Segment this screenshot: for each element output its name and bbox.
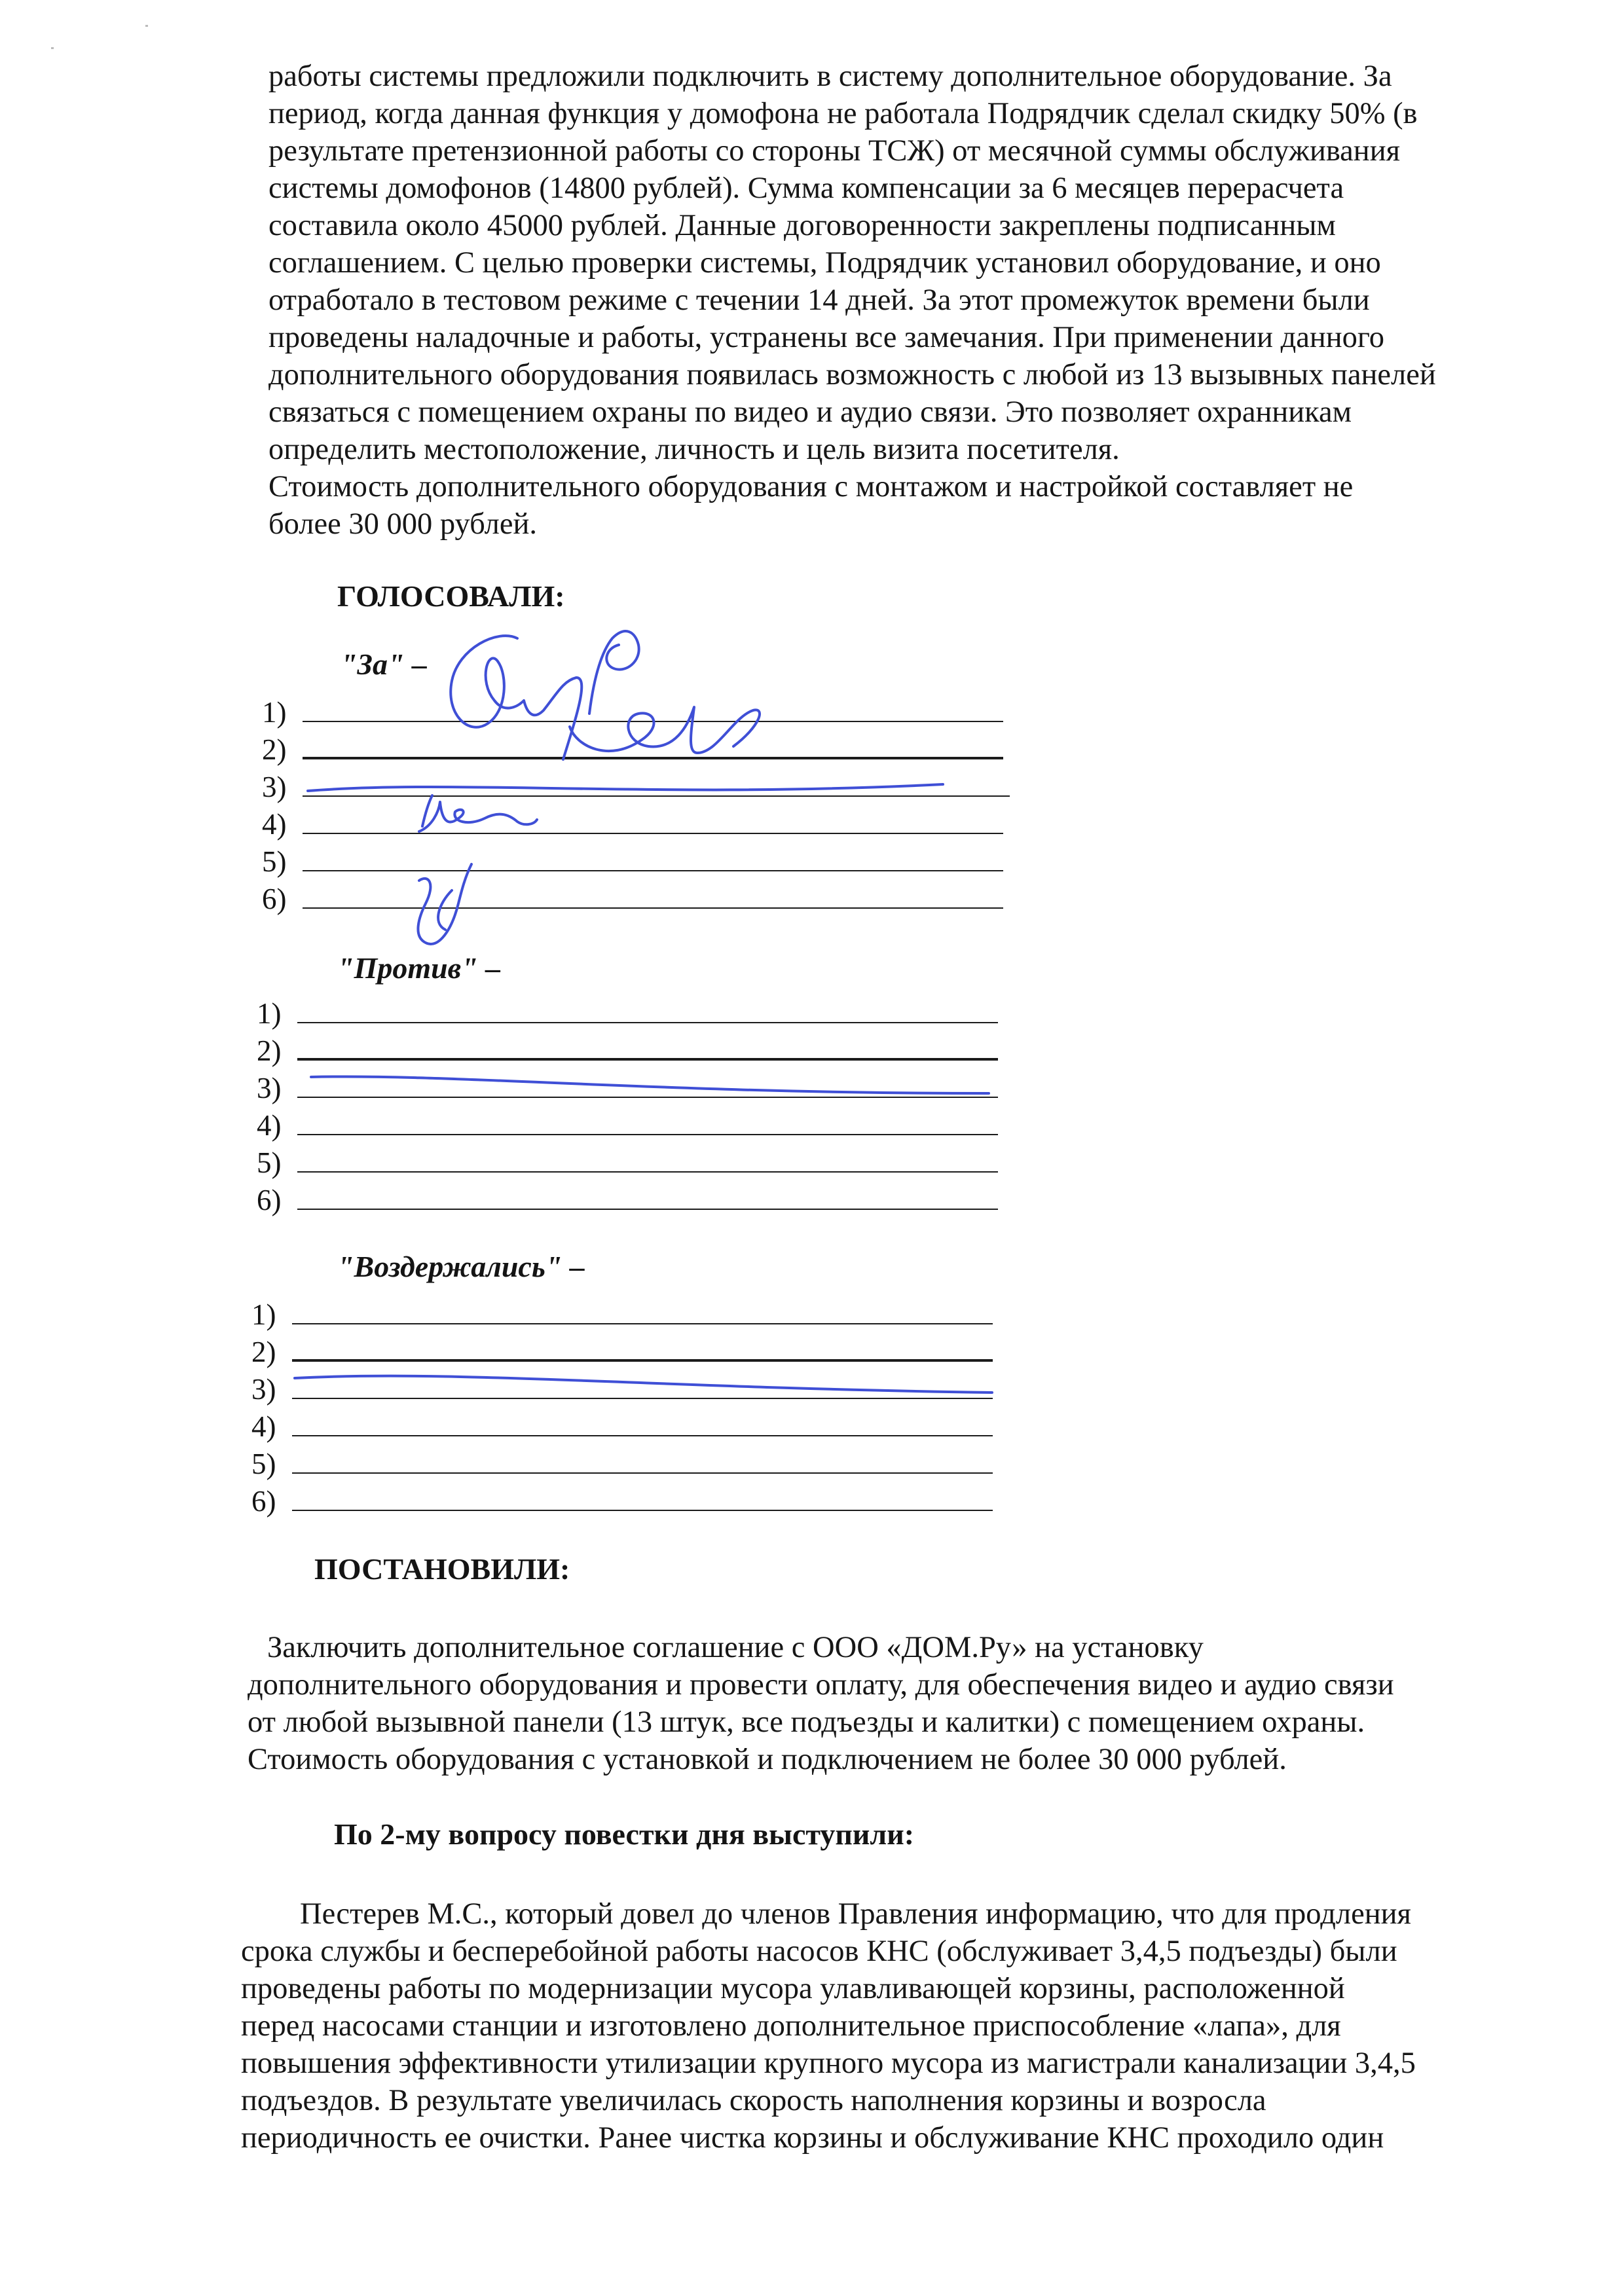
strike-line xyxy=(295,1376,992,1393)
row-number: 1) xyxy=(262,696,287,729)
row-number: 2) xyxy=(262,733,287,766)
row-number: 2) xyxy=(251,1336,276,1368)
signature-stroke xyxy=(419,795,537,831)
question2-heading: По 2-му вопросу повестки дня выступили: xyxy=(334,1817,915,1851)
row-number: 1) xyxy=(257,997,282,1030)
text-line: подъездов. В результате увеличилась скорость наполнения корзины и возросла xyxy=(241,2084,1266,2117)
row-number: 3) xyxy=(257,1072,282,1104)
text-line: дополнительного оборудования появилась возможность с любой из 13 вызывных панелей xyxy=(268,358,1436,392)
row-number: 6) xyxy=(251,1485,276,1518)
row-number: 1) xyxy=(251,1298,276,1331)
row-number: 3) xyxy=(251,1373,276,1406)
voting-heading: ГОЛОСОВАЛИ: xyxy=(337,579,565,613)
text-line: повышения эффективности утилизации крупного мусора из магистрали канализации 3,4,5 xyxy=(241,2047,1416,2080)
signature-stroke xyxy=(418,864,471,944)
text-line: связаться с помещением охраны по видео и аудио связи. Это позволяет охранникам xyxy=(268,395,1352,429)
question2-paragraph xyxy=(241,1895,1416,2157)
text-line: составила около 45000 рублей. Данные договоренности закреплены подписанным xyxy=(268,209,1336,242)
text-line: отработало в тестовом режиме с течении 14 дней. За этот промежуток времени были xyxy=(268,283,1370,317)
signature-stroke xyxy=(451,636,581,759)
text-line: Стоимость дополнительного оборудования с монтажом и настройкой составляет не xyxy=(268,470,1354,503)
text-line: более 30 000 рублей. xyxy=(268,507,538,541)
text-line: соглашением. С целью проверки системы, Подрядчик установил оборудование, и оно xyxy=(268,246,1381,280)
signature-stroke xyxy=(570,707,760,753)
row-number: 2) xyxy=(257,1034,282,1067)
row-number: 3) xyxy=(262,771,287,803)
text-line: периодичность ее очистки. Ранее чистка корзины и обслуживание КНС проходило один xyxy=(241,2121,1384,2155)
text-line: Пестерев М.С., который довел до членов Правления информацию, что для продления xyxy=(300,1897,1411,1931)
text-line: Заключить дополнительное соглашение с ООО «ДОМ.Ру» на установку xyxy=(267,1631,1204,1664)
row-number: 4) xyxy=(257,1109,282,1142)
resolution-heading: ПОСТАНОВИЛИ: xyxy=(314,1552,570,1586)
text-line: определить местоположение, личность и цель визита посетителя. xyxy=(268,433,1120,466)
text-line: проведены работы по модернизации мусора улавливающей корзины, расположенной xyxy=(241,1972,1345,2005)
text-line: Стоимость оборудования с установкой и подключением не более 30 000 рублей. xyxy=(248,1743,1287,1776)
row-number: 4) xyxy=(262,808,287,841)
signature-stroke xyxy=(589,631,639,714)
strike-line xyxy=(308,784,943,791)
resolution-paragraph xyxy=(248,1629,1394,1778)
strike-line xyxy=(311,1076,989,1093)
text-line: срока службы и бесперебойной работы насосов КНС (обслуживает 3,4,5 подъезды) были xyxy=(241,1935,1397,1968)
text-line: результате претензионной работы со стороны ТСЖ) от месячной суммы обслуживания xyxy=(268,134,1400,168)
text-line: от любой вызывной панели (13 штук, все подъезды и калитки) с помещением охраны. xyxy=(248,1705,1365,1739)
row-number: 4) xyxy=(251,1410,276,1443)
vote-against-label: "Против" – xyxy=(337,951,501,985)
vote-abstained-label: "Воздержались" – xyxy=(337,1250,585,1283)
text-line: дополнительного оборудования и провести оплату, для обеспечения видео и аудио связи xyxy=(248,1668,1394,1702)
row-number: 5) xyxy=(251,1448,276,1480)
row-number: 5) xyxy=(257,1146,282,1179)
vote-for-label: "За" – xyxy=(341,647,427,681)
text-line: период, когда данная функция у домофона не работала Подрядчик сделал скидку 50% (в xyxy=(268,97,1418,130)
text-line: перед насосами станции и изготовлено дополнительное приспособление «лапа», для xyxy=(241,2009,1341,2043)
text-line: проведены наладочные и работы, устранены все замечания. При применении данного xyxy=(268,321,1385,354)
text-line: работы системы предложили подключить в систему дополнительное оборудование. За xyxy=(268,60,1392,93)
text-line: системы домофонов (14800 рублей). Сумма компенсации за 6 месяцев перерасчета xyxy=(268,172,1344,205)
row-number: 6) xyxy=(257,1184,282,1216)
row-number: 5) xyxy=(262,845,287,878)
row-number: 6) xyxy=(262,883,287,915)
